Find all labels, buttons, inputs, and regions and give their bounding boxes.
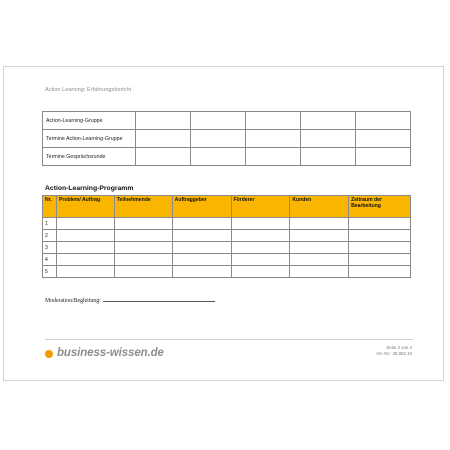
table-cell[interactable] xyxy=(290,242,349,254)
table-cell[interactable] xyxy=(172,218,231,230)
meta-cell[interactable] xyxy=(301,130,356,148)
table-cell[interactable] xyxy=(172,266,231,278)
table-cell[interactable] xyxy=(290,266,349,278)
document-heading: Action Learning: Erfahrungsbericht xyxy=(45,87,132,93)
table-cell[interactable] xyxy=(349,266,411,278)
meta-table xyxy=(42,111,411,166)
table-cell[interactable] xyxy=(290,218,349,230)
table-row xyxy=(43,230,411,242)
brand-name: business-wissen.de xyxy=(57,347,164,359)
table-cell[interactable] xyxy=(231,254,290,266)
table-cell[interactable] xyxy=(290,254,349,266)
table-cell[interactable] xyxy=(56,254,114,266)
table-cell[interactable] xyxy=(114,254,172,266)
moderation-field xyxy=(45,296,215,304)
table-row xyxy=(43,254,411,266)
meta-cell[interactable] xyxy=(356,112,411,130)
table-cell[interactable] xyxy=(349,242,411,254)
meta-cell[interactable] xyxy=(356,130,411,148)
table-cell[interactable] xyxy=(290,230,349,242)
table-row xyxy=(43,266,411,278)
table-cell[interactable] xyxy=(349,230,411,242)
meta-cell[interactable] xyxy=(136,112,191,130)
row-number: 5 xyxy=(43,266,57,278)
footer-info xyxy=(376,345,412,358)
moderation-label: Moderation/Begleitung: xyxy=(45,298,101,304)
table-cell[interactable] xyxy=(349,254,411,266)
moderation-input-line[interactable] xyxy=(103,296,215,302)
meta-cell[interactable] xyxy=(136,148,191,166)
table-cell[interactable] xyxy=(114,218,172,230)
table-cell[interactable] xyxy=(172,230,231,242)
table-cell[interactable] xyxy=(172,242,231,254)
table-cell[interactable] xyxy=(56,242,114,254)
table-cell[interactable] xyxy=(56,266,114,278)
meta-cell[interactable] xyxy=(356,148,411,166)
column-header: Nr. xyxy=(43,196,57,218)
table-row xyxy=(43,218,411,230)
meta-cell[interactable] xyxy=(191,112,246,130)
meta-label: Action-Learning-Gruppe xyxy=(43,112,136,130)
row-number: 1 xyxy=(43,218,57,230)
table-cell[interactable] xyxy=(114,242,172,254)
row-number: 4 xyxy=(43,254,57,266)
column-header: Kunden xyxy=(290,196,349,218)
row-number: 3 xyxy=(43,242,57,254)
table-cell[interactable] xyxy=(231,266,290,278)
table-cell[interactable] xyxy=(231,218,290,230)
logo-dot-icon xyxy=(45,350,53,358)
meta-cell[interactable] xyxy=(191,148,246,166)
table-row xyxy=(43,148,411,166)
table-cell[interactable] xyxy=(56,230,114,242)
meta-cell[interactable] xyxy=(136,130,191,148)
page-number: Seite 2 von 4 xyxy=(386,345,412,350)
table-cell[interactable] xyxy=(349,218,411,230)
table-cell[interactable] xyxy=(114,230,172,242)
meta-cell[interactable] xyxy=(301,112,356,130)
meta-label: Termine Gesprächsrunde xyxy=(43,148,136,166)
column-header: Auftraggeber xyxy=(172,196,231,218)
table-cell[interactable] xyxy=(231,242,290,254)
meta-cell[interactable] xyxy=(246,112,301,130)
column-header: Zeitraum der Bearbeitung xyxy=(349,196,411,218)
meta-label: Termine Action-Learning-Gruppe xyxy=(43,130,136,148)
column-header: Förderer xyxy=(231,196,290,218)
column-header: Teilnehmende xyxy=(114,196,172,218)
table-cell[interactable] xyxy=(231,230,290,242)
table-cell[interactable] xyxy=(114,266,172,278)
table-row xyxy=(43,242,411,254)
table-cell[interactable] xyxy=(172,254,231,266)
table-row xyxy=(43,130,411,148)
row-number: 2 xyxy=(43,230,57,242)
meta-cell[interactable] xyxy=(246,130,301,148)
program-title: Action-Learning-Programm xyxy=(45,185,134,192)
table-cell[interactable] xyxy=(56,218,114,230)
table-row xyxy=(43,112,411,130)
article-number: Art.-Nr.: 39.092.10 xyxy=(376,351,412,357)
table-header-row xyxy=(43,196,411,218)
meta-cell[interactable] xyxy=(301,148,356,166)
column-header: Problem/ Auftrag xyxy=(56,196,114,218)
program-table xyxy=(42,195,411,278)
footer-divider xyxy=(45,339,413,340)
meta-cell[interactable] xyxy=(191,130,246,148)
meta-cell[interactable] xyxy=(246,148,301,166)
